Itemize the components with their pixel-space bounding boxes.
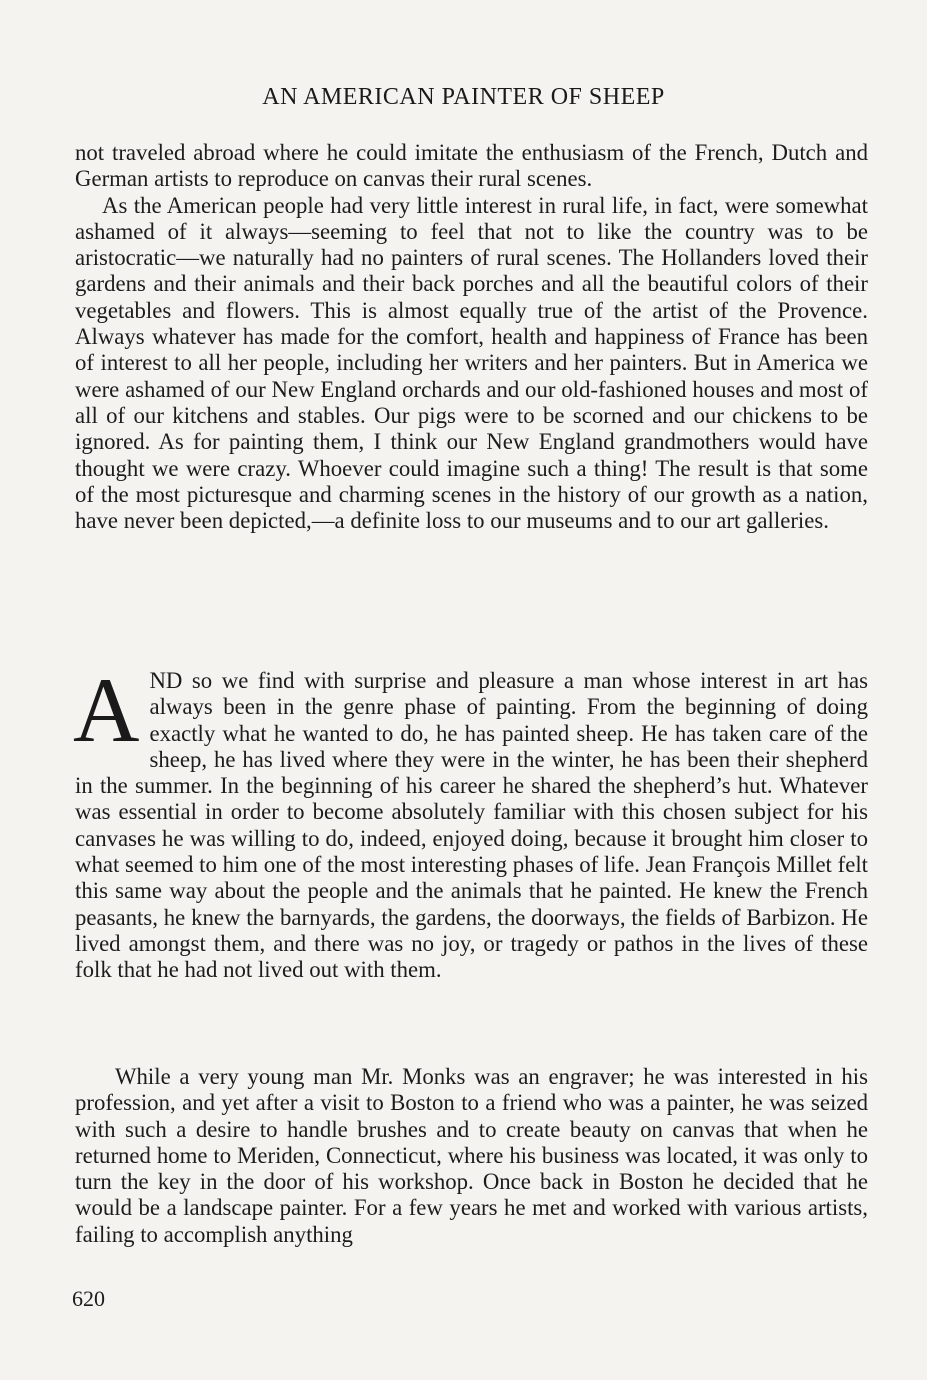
text-block-closing xyxy=(75,1064,868,1248)
paragraph-engraver: While a very young man Mr. Monks was an engraver; he was interested in his profession, and yet after a visit to Boston to a friend who was a painter, he was seized with such a desire to handle brushes and to create beauty on canvas that when he returned home to Meriden, Connecticut, where his business was located, it was only to turn the key in the door of his workshop. Once back in Boston he decided that he would be a landscape painter. For a few years he met and worked with various artists, failing to accomplish anything xyxy=(75,1064,868,1247)
drop-cap: A xyxy=(73,659,140,761)
paragraph-continuation: not traveled abroad where he could imitate the enthusiasm of the French, Dutch and German artists to reproduce on canvas their rural scenes. xyxy=(75,140,868,192)
running-title: AN AMERICAN PAINTER OF SHEEP xyxy=(262,84,665,110)
text-block-opening xyxy=(75,140,868,534)
text-block-section xyxy=(73,659,868,984)
paragraph-genre-painter: ND so we find with surprise and pleasure a man whose interest in art has always been in the genre phase of painting. From the beginning of doing exactly what he wanted to do, he has painted sheep. He has taken care of the sheep, he has lived where they were in the winter, he has been their shepherd in the summer. In the beginning of his career he shared the shepherd’s hut. Whatever was essential in order to become absolutely familiar with this chosen subject for his canvases he was willing to do, indeed, enjoyed doing, because it brought him closer to what seemed to him one of the most interesting phases of life. Jean François Millet felt this same way about the people and the animals that he painted. He knew the French peasants, he knew the barnyards, the gardens, the doorways, the fields of Barbizon. He lived amongst them, and there was no joy, or tragedy or pathos in the lives of these folk that he had not lived out with them. xyxy=(75,668,868,983)
paragraph-rural-life: As the American people had very little interest in rural life, in fact, were somewhat ashamed of it always—seeming to feel that not to like the country was to be aristocratic—we naturally had no painters of rural scenes. The Hollanders loved their gardens and their animals and their back porches and all the beautiful colors of their vegetables and flowers. This is almost equally true of the artist of the Provence. Always whatever has made for the comfort, health and happiness of France has been of interest to all her people, including her writers and her painters. But in America we were ashamed of our New England orchards and our old-fashioned houses and most of all of our kitchens and stables. Our pigs were to be scorned and our chickens to be ignored. As for painting them, I think our New England grandmothers would have thought we were crazy. Whoever could imagine such a thing! The result is that some of the most picturesque and charming scenes in the history of our growth as a nation, have never been depicted,—a definite loss to our museums and to our art galleries. xyxy=(75,192,868,534)
page-number: 620 xyxy=(72,1286,105,1311)
